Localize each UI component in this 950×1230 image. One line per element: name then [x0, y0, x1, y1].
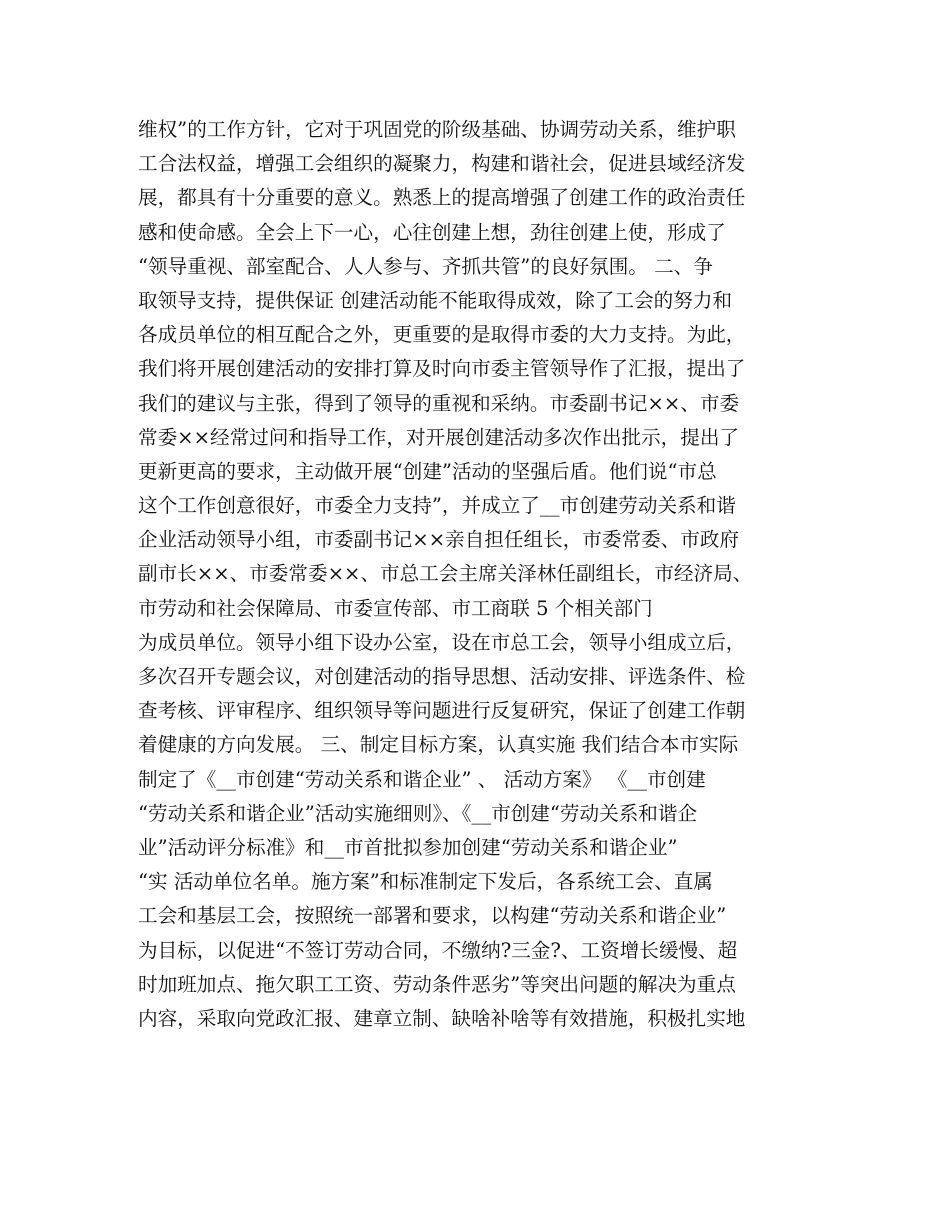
- text-line: “劳动关系和谐企业”活动实施细则》、《__市创建“劳动关系和谐企: [138, 801, 698, 825]
- text-line: 工合法权益，增强工会组织的凝聚力，构建和谐社会，促进县域经济发: [138, 152, 746, 176]
- text-line: 各成员单位的相互配合之外，更重要的是取得市委的大力支持。为此，: [138, 323, 746, 347]
- text-line: 工会和基层工会，按照统一部署和要求，以构建“劳动关系和谐企业”: [138, 904, 727, 928]
- text-line: 着健康的方向发展。 三、制定目标方案，认真实施 我们结合本市实际: [138, 733, 739, 757]
- text-line: 维权”的工作方针，它对于巩固党的阶级基础、协调劳动关系，维护职: [138, 118, 736, 141]
- text-line: 为成员单位。领导小组下设办公室，设在市总工会，领导小组成立后，: [138, 630, 746, 654]
- body-text: [138, 113, 828, 1036]
- text-line: 取领导支持，提供保证 创建活动能不能取得成效，除了工会的努力和: [138, 288, 733, 312]
- text-line: 感和使命感。全会上下一心，心往创建上想，劲往创建上使，形成了: [138, 220, 726, 244]
- text-line: 市劳动和社会保障局、市委宣传部、市工商联 5 个相关部门: [138, 596, 653, 620]
- text-line: 副市长××、市委常委××、市总工会主席关泽林任副组长，市经济局、: [138, 562, 753, 586]
- text-line: “实 活动单位名单。施方案”和标准制定下发后，各系统工会、直属: [138, 870, 713, 894]
- text-line: 常委××经常过问和指导工作，对开展创建活动多次作出批示，提出了: [138, 425, 740, 449]
- text-line: 制定了《__市创建“劳动关系和谐企业” 、 活动方案》 《__市创建: [138, 767, 706, 791]
- text-line: 我们的建议与主张，得到了领导的重视和采纳。市委副书记××、市委: [138, 391, 740, 415]
- text-line: 为目标，以促进“不签订劳动合同，不缴纳?三金?、工资增长缓慢、超: [138, 938, 738, 962]
- text-line: 多次召开专题会议，对创建活动的指导思想、活动安排、评选条件、检: [138, 665, 746, 688]
- text-line: 企业活动领导小组，市委副书记××亲自担任组长，市委常委、市政府: [138, 528, 740, 552]
- text-line: 我们将开展创建活动的安排打算及时向市委主管领导作了汇报，提出了: [138, 357, 746, 381]
- text-line: 这个工作创意很好，市委全力支持”，并成立了__市创建劳动关系和谐: [138, 494, 736, 518]
- text-line: 查考核、评审程序、组织领导等问题进行反复研究，保证了创建工作朝: [138, 699, 746, 723]
- text-line: 更新更高的要求，主动做开展“创建”活动的坚强后盾。他们说“市总: [138, 459, 717, 483]
- text-line: 时加班加点、拖欠职工工资、劳动条件恶劣”等突出问题的解决为重点: [138, 972, 736, 996]
- text-line: 展，都具有十分重要的意义。熟悉上的提高增强了创建工作的政治责任: [138, 186, 746, 210]
- text-line: 业”活动评分标准》和__市首批拟参加创建“劳动关系和谐企业”: [138, 835, 678, 859]
- text-line: “领导重视、部室配合、人人参与、齐抓共管”的良好氛围。 二、争: [138, 254, 713, 278]
- text-line: 内容，采取向党政汇报、建章立制、缺啥补啥等有效措施，积极扎实地: [138, 1006, 746, 1030]
